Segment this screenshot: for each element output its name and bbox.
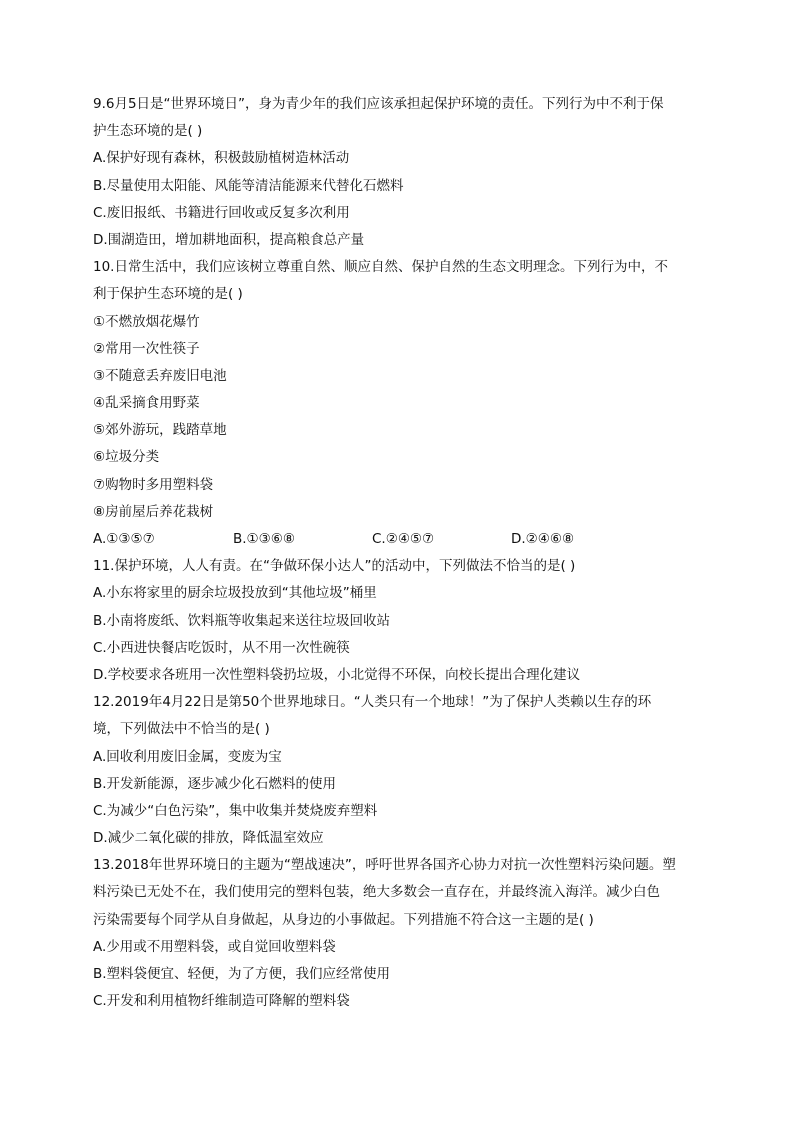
option-a: A.保护好现有森林，积极鼓励植树造林活动 [93,150,350,167]
question-stem: 9.6月5日是“世界环境日”，身为青少年的我们应该承担起保护环境的责任。下列行为中不利于保 [93,96,664,112]
list-item: ④乱采摘食用野菜 [93,395,200,412]
option-c: C.废旧报纸、书籍进行回收或反复多次利用 [93,204,350,221]
option-a: A.①③⑤⑦ [93,531,155,547]
list-item: ⑥垃圾分类 [93,449,160,466]
question-stem: 13.2018年世界环境日的主题为“塑战速决”，呼吁世界各国齐心协力对抗一次性塑料污染问题。塑 [93,857,676,874]
question-stem: 利于保护生态环境的是( ) [93,286,243,303]
question-10 [93,254,705,553]
question-stem: 护生态环境的是( ) [93,123,203,140]
option-b: B.开发新能源，逐步减少化石燃料的使用 [93,775,337,792]
option-b: B.小南将废纸、饮料瓶等收集起来送往垃圾回收站 [93,612,391,629]
question-stem: 境，下列做法中不恰当的是( ) [93,721,270,738]
question-stem: 10.日常生活中，我们应该树立尊重自然、顺应自然、保护自然的生态文明理念。下列行为中，不 [93,259,668,276]
document-page [93,91,705,1015]
option-b: B.塑料袋便宜、轻便，为了方便，我们应经常使用 [93,966,391,982]
list-item: ①不燃放烟花爆竹 [93,313,200,330]
option-b: B.①③⑥⑧ [233,531,295,547]
question-11 [93,553,705,689]
list-item: ⑤郊外游玩，践踏草地 [93,422,227,439]
option-c: C.开发和利用植物纤维制造可降解的塑料袋 [93,993,350,1010]
options-row [93,526,705,553]
option-c: C.为减少“白色污染”，集中收集并焚烧废弃塑料 [93,802,378,819]
list-item: ⑧房前屋后养花栽树 [93,503,214,520]
question-13 [93,852,705,1015]
question-9 [93,91,705,254]
question-stem: 12.2019年4月22日是第50个世界地球日。“人类只有一个地球！”为了保护人类赖以生存的环 [93,694,652,711]
question-stem: 污染需要每个同学从自身做起，从身边的小事做起。下列措施不符合这一主题的是( ) [93,911,594,928]
question-12 [93,689,705,852]
option-d: D.学校要求各班用一次性塑料袋扔垃圾，小北觉得不环保，向校长提出合理化建议 [93,666,581,683]
option-a: A.小东将家里的厨余垃圾投放到“其他垃圾”桶里 [93,585,377,602]
option-c: C.小西进快餐店吃饭时，从不用一次性碗筷 [93,639,350,656]
list-item: ②常用一次性筷子 [93,340,200,357]
question-stem: 料污染已无处不在，我们使用完的塑料包装，绝大多数会一直存在，并最终流入海洋。减少白色 [93,884,660,901]
question-stem: 11.保护环境，人人有责。在“争做环保小达人”的活动中，下列做法不恰当的是( ) [93,558,576,575]
list-item: ⑦购物时多用塑料袋 [93,476,214,493]
option-c: C.②④⑤⑦ [372,531,435,547]
option-d: D.②④⑥⑧ [511,531,575,547]
option-b: B.尽量使用太阳能、风能等清洁能源来代替化石燃料 [93,177,404,194]
list-item: ③不随意丢弃废旧电池 [93,367,227,384]
option-d: D.围湖造田，增加耕地面积，提高粮食总产量 [93,231,365,248]
option-d: D.减少二氧化碳的排放，降低温室效应 [93,830,324,847]
option-a: A.回收利用废旧金属，变废为宝 [93,748,282,765]
option-a: A.少用或不用塑料袋，或自觉回收塑料袋 [93,938,336,955]
